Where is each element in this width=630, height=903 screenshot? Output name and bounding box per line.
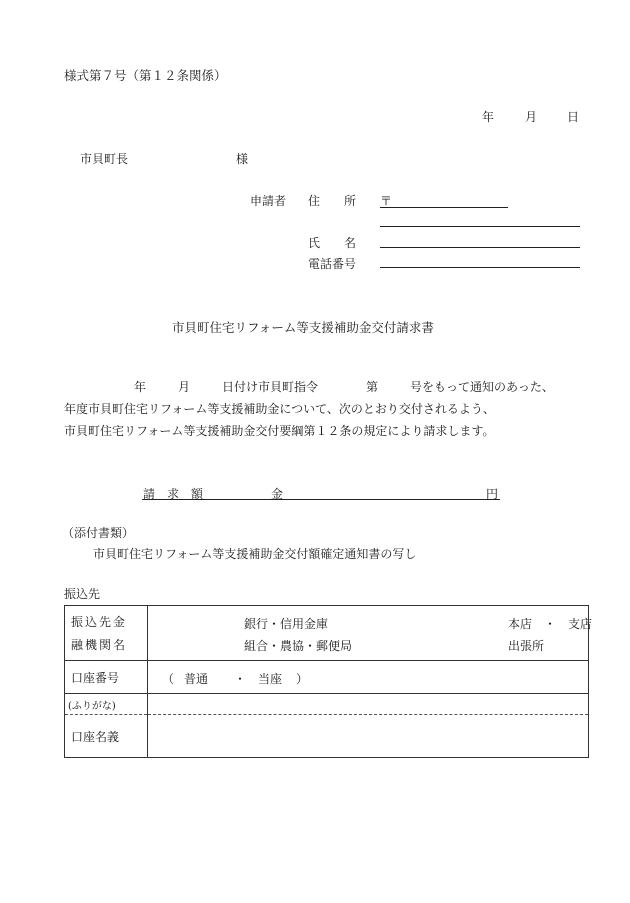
account-type-ordinary[interactable]: 普通 [184,672,209,686]
bank-type-top: 銀行・信用金庫 [244,617,329,631]
account-type-separator: ・ [234,672,247,686]
bank-row [65,606,589,661]
address-label: 住 所 [308,194,357,208]
bank-transfer-table [64,605,593,758]
name-label: 氏 名 [308,236,357,250]
account-holder-field[interactable] [148,715,589,758]
applicant-role: 申請者 [250,194,287,208]
bank-type-bottom: 組合・農協・郵便局 [244,639,353,653]
branch-type-top: 本店 ・ 支店 [508,617,593,631]
account-type-current[interactable]: 当座 [258,672,283,686]
claim-unit: 円 [486,487,499,501]
bank-label-bottom: 融機関名 [71,638,128,652]
body-number-prefix: 第 [366,380,379,394]
furigana-label: (ふりがな) [65,694,148,715]
phone-field[interactable] [380,267,580,268]
body-number-suffix: 号をもって通知のあった、 [410,380,554,394]
body-line-2: 年度市貝町住宅リフォーム等支援補助金について、次のとおり交付されるよう、 [64,402,495,416]
postal-code-field[interactable] [380,207,508,208]
body-line-3: 市貝町住宅リフォーム等支援補助金交付要綱第１２条の規定により請求します。 [64,424,495,438]
attachments-item: 市貝町住宅リフォーム等支援補助金交付額確定通知書の写し [93,547,417,561]
account-number-row [65,661,589,694]
document-title: 市貝町住宅リフォーム等支援補助金交付請求書 [172,320,434,335]
date-month: 月 [525,110,538,124]
transfer-heading: 振込先 [64,587,101,601]
account-holder-row [65,715,589,758]
form-number: 様式第７号（第１２条関係） [64,68,227,83]
account-type-open-paren: （ [162,672,175,686]
body-month: 月 [178,380,191,394]
furigana-row [65,694,589,715]
postal-mark: 〒 [380,194,393,208]
body-dated-order: 日付け市貝町指令 [222,380,319,394]
body-year: 年 [134,380,147,394]
recipient-honorific: 様 [236,152,249,166]
attachments-heading: （添付書類） [62,526,135,540]
date-day: 日 [567,110,580,124]
bank-value-cell[interactable] [148,606,593,661]
account-holder-label: 口座名義 [65,715,148,758]
account-type-close-paren: ） [296,672,309,686]
account-number-label: 口座番号 [65,661,148,694]
claim-prefix: 金 [271,487,284,501]
address-field[interactable] [380,226,580,227]
phone-label: 電話番号 [308,257,357,271]
date-year: 年 [482,110,495,124]
name-field[interactable] [380,247,580,248]
claim-label: 請 求 額 [143,487,204,501]
branch-type-bottom: 出張所 [508,639,545,653]
bank-label-cell [65,606,148,661]
bank-label-top: 振込先金 [71,615,128,629]
furigana-field[interactable] [148,694,589,715]
claim-amount-field[interactable] [142,499,500,500]
recipient-name: 市貝町長 [80,152,129,166]
account-number-cell[interactable] [148,661,589,694]
